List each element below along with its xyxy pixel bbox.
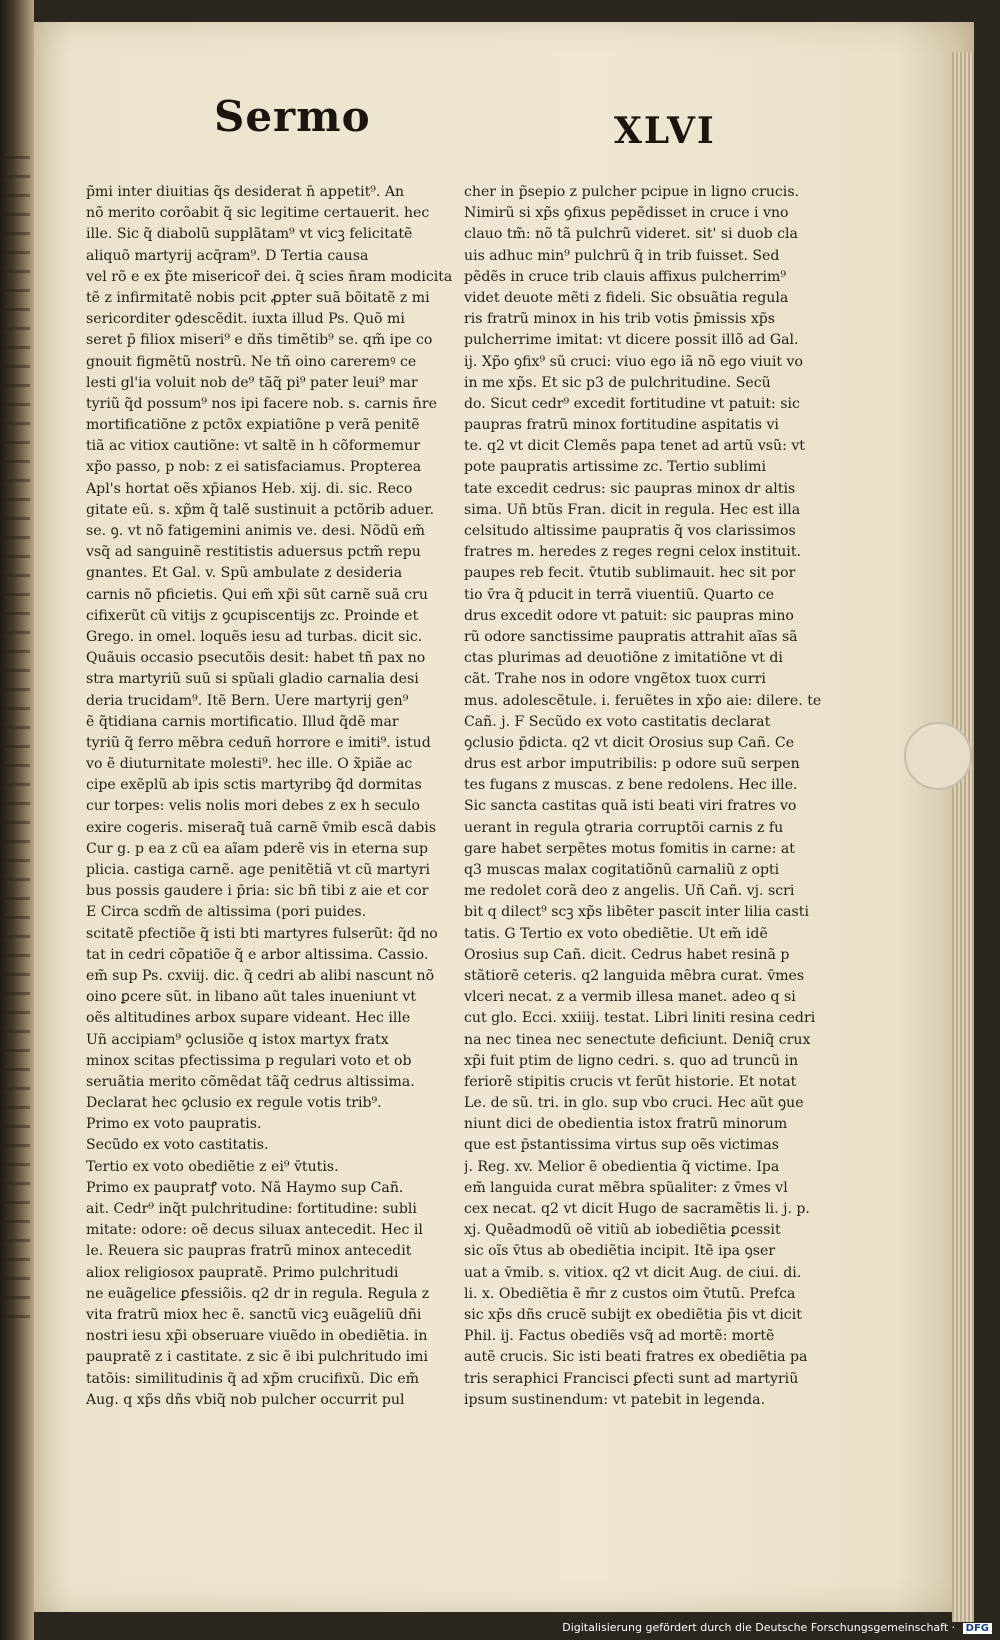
text-line: paupes reb fecit. v̄tutib sublimauit. hec sit por: [464, 565, 796, 582]
text-line: mus. adolescẽtule. i. feruẽtes in xp̃o aie: dilere. te: [464, 692, 822, 709]
text-line: me redolet corã deo z angelis. Uñ Cañ. vj. scri: [464, 883, 795, 900]
text-line: ꝯclusio p̄dicta. q2 vt dicit Orosius sup Cañ. Ce: [464, 734, 795, 751]
text-line: gitate eũ. s. xp̃m q̃ talẽ sustinuit a pctõrib aduer.: [86, 501, 435, 518]
text-line: tyriũ q̃d possum⁹ nos ipi facere nob. s. carnis n̄re: [86, 395, 437, 412]
text-line: fratres m. heredes z reges regni celox instituit.: [464, 544, 801, 561]
text-line: ne euãgelice ꝑfessiõis. q2 dr in regula. Regula z: [86, 1285, 430, 1302]
text-line: ipsum sustinendum: vt patebit in legenda.: [464, 1391, 766, 1408]
dfg-logo: DFG: [963, 1623, 992, 1634]
text-line: autẽ crucis. Sic isti beati fratres ex obediẽtia pa: [464, 1349, 808, 1366]
text-line: cãt. Trahe nos in odore vngẽtox tuox curri: [464, 671, 766, 688]
text-line: vel rõ e ex p̃te misericor̃ dei. q̃ scies n̄ram modicita: [86, 268, 453, 285]
text-line: oino ꝑcere sũt. in libano aũt tales inueniunt vt: [86, 989, 417, 1006]
text-line: uis adhuc min⁹ pulchrũ q̃ in trib fuisset. Sed: [464, 247, 780, 264]
text-line: Tertio ex voto obediẽtie z ei⁹ v̄tutis.: [86, 1158, 339, 1175]
text-line: tes fugans z muscas. z bene redolens. Hec ille.: [464, 777, 798, 794]
text-line: le. Reuera sic paupras fratrũ minox antecedit: [86, 1243, 412, 1260]
text-line: drus excedit odore vt patuit: sic paupras mino: [464, 607, 794, 624]
text-line: Primo ex paupratꝭ voto. Nã Haymo sup Cañ.: [86, 1179, 404, 1196]
text-line: seret p̄ filiox miseri⁹ e dñs timẽtib⁹ se. qm̃ ipe co: [86, 332, 433, 349]
text-line: Declarat hec ꝯclusio ex regule votis trib⁹.: [86, 1095, 382, 1112]
text-line: gare habet serpẽtes motus fomitis in carne: at: [464, 840, 795, 857]
text-line: gnouit figmẽtũ nostrũ. Ne tñ oino careremꝰ ce: [86, 353, 417, 370]
text-line: Uñ accipiam⁹ ꝯclusiõe q istox martyx fratx: [86, 1031, 389, 1048]
text-line: Grego. in omel. loquẽs iesu ad turbas. dicit sic.: [86, 628, 423, 645]
text-line: E Circa scdm̃ de altissima (pori puides.: [86, 904, 367, 921]
text-line: vsq̃ ad sanguinẽ restitistis aduersus pctm̃ repu: [86, 544, 421, 561]
text-line: lesti gl'ia voluit nob de⁹ tãq̃ pi⁹ pater leui⁹ mar: [86, 374, 418, 391]
text-column-left: [86, 182, 460, 1411]
text-line: ij. Xp̃o ꝯfix⁹ sũ cruci: viuo ego iã nõ ego viuit vo: [464, 353, 803, 370]
running-head: Sermo: [214, 92, 371, 141]
text-line: aliquõ martyrij acq̄ram⁹. D Tertia causa: [86, 247, 369, 264]
text-line: Quãuis occasio psecutõis desit: habet tñ pax no: [86, 650, 426, 667]
book-page: [34, 22, 974, 1612]
text-line: pẽdẽs in cruce trib clauis affixus pulcherrim⁹: [464, 268, 787, 285]
text-line: videt deuote mẽti z fideli. Sic obsuãtia regula: [464, 289, 789, 306]
page-block-edge: [952, 52, 974, 1622]
text-line: Sic sancta castitas quã isti beati viri fratres vo: [464, 798, 797, 815]
text-line: ris fratrũ minox in his trib votis p̄missis xp̃s: [464, 311, 776, 328]
text-line: nõ merito corõabit q̃ sic legitime certauerit. hec: [86, 205, 430, 222]
text-line: mitate: odore: oẽ decus siluax antecedit. Hec il: [86, 1222, 423, 1239]
text-line: Nimirũ si xp̃s ꝯfixus pepẽdisset in cruce i vno: [464, 205, 789, 222]
text-line: tẽ z infirmitatẽ nobis pcit ꝓpter suã bõitatẽ z mi: [86, 289, 430, 306]
text-line: q3 muscas malax cogitatiõnũ carnaliũ z opti: [464, 862, 780, 878]
text-line: carnis nõ pficietis. Qui em̃ xp̃i sũt carnẽ suã cru: [86, 586, 428, 603]
clasp-hole: [904, 722, 972, 790]
text-line: uerant in regula ꝯtraria corruptõi carnis z fu: [464, 819, 784, 836]
text-line: tatis. G Tertio ex voto obediẽtie. Ut em̃ idẽ: [464, 925, 768, 942]
text-line: exire cogeris. miseraq̃ tuã carnẽ v̄mib escã dabis: [86, 819, 437, 836]
neighbor-page-edge: [0, 0, 34, 1640]
text-line: que est p̄stantissima virtus sup oẽs victimas: [464, 1137, 779, 1154]
text-line: Secũdo ex voto castitatis.: [86, 1137, 269, 1154]
text-line: mortificatiõne z pctõx expiatiõne p verã penitẽ: [86, 417, 420, 434]
text-line: Phil. ij. Factus obediẽs vsq̃ ad mortẽ: mortẽ: [464, 1328, 775, 1345]
text-line: pulcherrime imitat: vt dicere possit illõ ad Gal.: [464, 332, 799, 349]
text-line: sic xp̃s dñs crucẽ subijt ex obediẽtia p̄is vt dicit: [464, 1306, 802, 1323]
text-line: em̃ languida curat mẽbra spũaliter: z v̄mes vl: [464, 1179, 788, 1196]
neighbor-page-text-fragment: [4, 140, 30, 1320]
text-line: Apl's hortat oẽs xp̄ianos Heb. xij. di. sic. Reco: [86, 480, 413, 497]
text-line: tris seraphici Francisci ꝑfecti sunt ad martyriũ: [464, 1370, 799, 1387]
text-column-right: [464, 182, 844, 1411]
text-line: sima. Uñ btũs Fran. dicit in regula. Hec est illa: [464, 501, 801, 518]
text-line: feriorẽ stipitis crucis vt ferũt historie. Et notat: [464, 1073, 797, 1090]
text-line: p̃mi inter diuitias q̃s desiderat n̄ appetit⁹. An: [86, 184, 405, 200]
text-line: drus est arbor imputribilis: p odore suũ serpen: [464, 756, 800, 773]
text-line: gnantes. Et Gal. v. Spũ ambulate z desideria: [86, 565, 403, 582]
text-line: Aug. q xp̃s dñs vbiq̃ nob pulcher occurrit pul: [86, 1391, 405, 1408]
text-line: stra martyriũ suũ si spũali gladio carnalia desi: [86, 671, 419, 688]
text-line: sic oĩs v̄tus ab obediẽtia incipit. Itẽ ipa ꝯser: [464, 1243, 776, 1260]
text-line: do. Sicut cedr⁹ excedit fortitudine vt patuit: sic: [464, 395, 800, 412]
text-line: uat a v̄mib. s. vitiox. q2 vt dicit Aug. de ciui. di.: [464, 1264, 802, 1281]
text-line: celsitudo altissime paupratis q̃ vos clarissimos: [464, 523, 796, 539]
text-line: minox scitas pfectissima p regulari voto et ob: [86, 1052, 412, 1069]
folio-number: XLVI: [614, 110, 716, 152]
text-line: paupras fratrũ minox fortitudine aspitatis vi: [464, 417, 779, 434]
text-line: pote paupratis artissime zc. Tertio sublimi: [464, 459, 767, 476]
text-line: cipe exẽplũ ab ipis sctis martyribꝯ q̃d dormitas: [86, 777, 422, 794]
text-line: vlceri necat. z a vermib illesa manet. adeo q si: [464, 989, 796, 1006]
text-line: tio v̄ra q̃ pducit in terrã viuentiũ. Quarto ce: [464, 586, 775, 603]
text-line: tatõis: similitudinis q̃ ad xp̃m crucifixũ. Dic em̃: [86, 1370, 419, 1387]
text-line: seruãtia merito cõmẽdat tãq̃ cedrus altissima.: [86, 1073, 415, 1090]
text-line: xp̃i fuit ptim de ligno cedri. s. quo ad truncũ in: [464, 1052, 799, 1069]
text-line: li. x. Obediẽtia ẽ m̄r z custos oim v̄tutũ. Prefca: [464, 1285, 796, 1302]
text-line: Primo ex voto paupratis.: [86, 1116, 262, 1133]
text-line: bit q dilect⁹ scꝫ xp̃s libẽter pascit inter lilia casti: [464, 904, 809, 921]
text-line: tat in cedri cõpatiõe q̃ e arbor altissima. Cassio.: [86, 946, 429, 963]
text-line: na nec tinea nec senectute deficiunt. Deniq̃ crux: [464, 1031, 811, 1048]
text-line: tate excedit cedrus: sic paupras minox dr altis: [464, 480, 796, 497]
text-line: cut glo. Ecci. xxiiij. testat. Libri liniti resina cedri: [464, 1010, 816, 1027]
text-line: se. ꝯ. vt nõ fatigemini animis ve. desi. Nõdũ em̃: [86, 523, 426, 539]
text-line: in me xp̃s. Et sic p3 de pulchritudine. Secũ: [464, 374, 771, 391]
text-line: tyriũ q̃ ferro mẽbra ceduñ horrore e imiti⁹. istud: [86, 734, 431, 751]
text-line: xj. Quẽadmodũ oẽ vitiũ ab iobediẽtia ꝑcessit: [464, 1222, 781, 1239]
text-line: plicia. castiga carnẽ. age penitẽtiã vt cũ martyri: [86, 862, 430, 878]
text-line: cex necat. q2 vt dicit Hugo de sacramẽtis li. j. p.: [464, 1201, 810, 1217]
text-line: sericorditer ꝯdescẽdit. iuxta illud Ps. Quõ mi: [86, 311, 405, 328]
text-line: vo ẽ diuturnitate molesti⁹. hec ille. O x̃piãe ac: [86, 756, 413, 773]
text-line: scitatẽ pfectiõe q̃ isti bti martyres fulserũt: q̃d no: [86, 925, 438, 942]
text-line: cher in p̃sepio z pulcher pcipue in ligno crucis.: [464, 184, 800, 200]
digitization-credit: [562, 1621, 992, 1634]
text-line: xp̃o passo, p nob: z ei satisfaciamus. Propterea: [86, 459, 422, 476]
text-line: Le. de sũ. tri. in glo. sup vbo cruci. Hec aũt ꝯue: [464, 1095, 804, 1112]
text-line: ẽ q̃tidiana carnis mortificatio. Illud q̃dẽ mar: [86, 713, 399, 730]
text-line: rũ odore sanctissime paupratis attrahit aĩas sã: [464, 628, 798, 645]
text-line: Orosius sup Cañ. dicit. Cedrus habet resinã p: [464, 946, 790, 963]
text-line: niunt dici de obedientia istox fratrũ minorum: [464, 1116, 788, 1133]
text-line: nostri iesu xp̃i obseruare viuẽdo in obediẽtia. in: [86, 1328, 428, 1345]
text-line: bus possis gaudere i p̄ria: sic bñ tibi z aie et cor: [86, 883, 429, 900]
text-line: ille. Sic q̃ diabolũ supplãtam⁹ vt vicꝫ felicitatẽ: [86, 226, 413, 243]
text-line: clauo tm̃: nõ tã pulchrũ videret. sit' si duob cla: [464, 226, 798, 243]
text-line: te. q2 vt dicit Clemẽs papa tenet ad artũ vsũ: vt: [464, 438, 805, 455]
text-line: stãtiorẽ ceteris. q2 languida mẽbra curat. v̄mes: [464, 967, 805, 984]
text-line: paupratẽ z i castitate. z sic ẽ ibi pulchritudo imi: [86, 1349, 429, 1366]
credit-text: Digitalisierung gefördert durch die Deutsche Forschungsgemeinschaft ·: [562, 1621, 956, 1634]
text-line: aliox religiosox paupratẽ. Primo pulchritudi: [86, 1264, 399, 1281]
text-line: ctas plurimas ad deuotiõne z imitatiõne vt di: [464, 650, 783, 667]
text-line: deria trucidam⁹. Itẽ Bern. Uere martyrij gen⁹: [86, 692, 409, 709]
text-line: tiã ac vitiox cautiõne: vt saltẽ in h cõformemur: [86, 438, 421, 455]
text-line: Cañ. j. F Secũdo ex voto castitatis declarat: [464, 713, 771, 730]
text-line: j. Reg. xv. Melior ẽ obedientia q̃ victime. Ipa: [464, 1158, 780, 1175]
text-line: oẽs altitudines arbox supare videant. Hec ille: [86, 1010, 411, 1027]
text-line: em̃ sup Ps. cxviij. dic. q̃ cedri ab alibi nascunt nõ: [86, 967, 435, 984]
text-line: vita fratrũ miox hec ẽ. sanctũ vicꝫ euãgeliũ dñi: [86, 1306, 422, 1323]
text-line: ait. Cedr⁹ inq̃t pulchritudine: fortitudine: subli: [86, 1201, 417, 1217]
text-line: cur torpes: velis nolis mori debes z ex h seculo: [86, 798, 420, 815]
text-line: Cur g. p ea z cũ ea aĩam pderẽ vis in eterna sup: [86, 840, 429, 857]
text-line: cifixerũt cũ vitijs z ꝯcupiscentijs zc. Proinde et: [86, 607, 419, 624]
